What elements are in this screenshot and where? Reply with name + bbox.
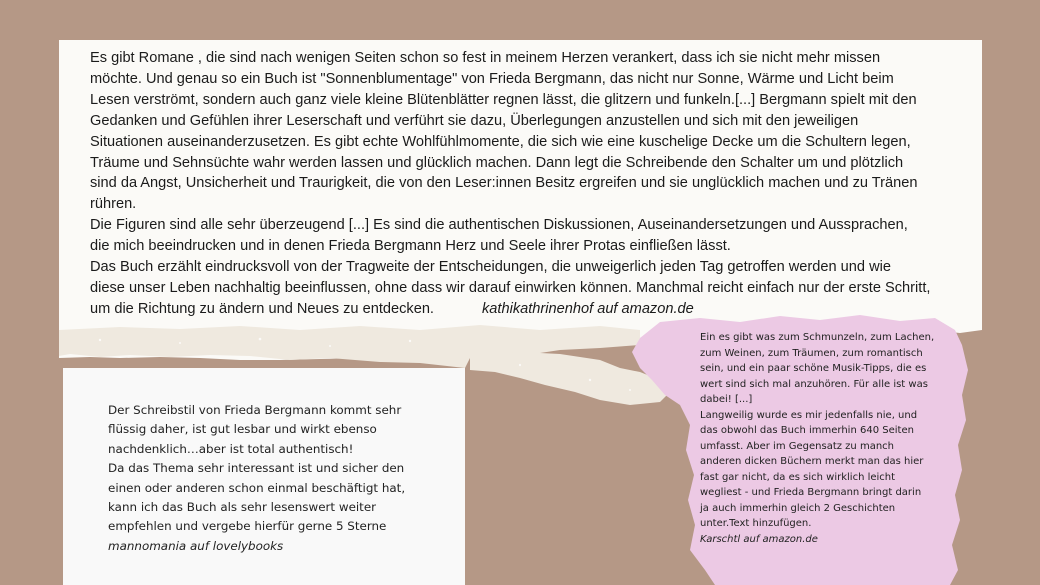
left-review-line: flüssig daher, ist gut lesbar und wirkt ebenso: [108, 422, 377, 437]
main-review-line: Die Figuren sind alle sehr überzeugend [...] Es sind die authentischen Diskussionen, Auseinandersetzungen und Aussprachen,: [90, 217, 908, 234]
main-review-line: die mich beeindrucken und in denen Frieda Bergmann Herz und Seele ihrer Protas einfließen lässt.: [90, 238, 731, 255]
right-review-line: dabei! [...]: [700, 394, 753, 405]
main-review-line: möchte. Und genau so ein Buch ist "Sonnenblumentage" von Frieda Bergmann, das nicht nur Sonne, Wärme und Licht beim: [90, 70, 894, 87]
main-review-source: kathikathrinenhof auf amazon.de: [482, 300, 694, 317]
right-review-source: Karschtl auf amazon.de: [700, 533, 818, 545]
right-review-line: Langweilig wurde es mir jedenfalls nie, und: [700, 409, 918, 421]
main-review: [59, 40, 982, 330]
main-review-line: Situationen auseinanderzusetzen. Es gibt echte Wohlfühlmomente, die sich wie eine kuschelige Decke um die Schultern legen,: [90, 133, 911, 150]
left-review-card: [63, 368, 465, 585]
main-review-line: Gedanken und Gefühlen ihrer Leserschaft und verführt sie dazu, Überlegungen anzustellen und sich mit den jeweiligen: [90, 112, 859, 129]
right-review-line: umfasst. Aber im Gegensatz zu manch: [700, 440, 894, 452]
right-review-line: Ein es gibt was zum Schmunzeln, zum Lachen,: [700, 332, 935, 343]
main-review-line: sind da Angst, Unsicherheit und Traurigkeit, die von den Leser:innen Besitz ergreifen und sie unglücklich machen und zu Tränen: [90, 175, 918, 192]
main-review-line: Das Buch erzählt eindrucksvoll von der Tragweite der Entscheidungen, die unweigerlich jeden Tag getroffen werden und wie: [90, 259, 891, 276]
main-review-last-line: [90, 299, 962, 320]
left-review-line: einen oder anderen schon einmal beschäftigt hat,: [108, 480, 406, 495]
right-review-line: unter.Text hinzufügen.: [700, 518, 812, 529]
left-review: [108, 401, 428, 556]
right-review-line: anderen dicken Büchern merkt man das hier: [700, 456, 924, 467]
right-review-line: das obwohl das Buch immerhin 640 Seiten: [700, 425, 914, 436]
right-review: [700, 330, 950, 547]
right-review-line: sein, und ein paar schöne Musik-Tipps, die es: [700, 363, 927, 374]
right-review-line: zum Weinen, zum Träumen, zum romantisch: [700, 347, 923, 359]
main-review-line: Lesen verströmt, sondern auch ganz viele kleine Blütenblätter regnen lässt, die glitzern und funkeln.[...] Bergmann spielt mit den: [90, 91, 917, 108]
left-review-line: empfehlen und vergebe hierfür gerne 5 Sterne: [108, 519, 387, 534]
left-review-line: kann ich das Buch als sehr lesenswert weiter: [108, 500, 377, 515]
main-review-line: Es gibt Romane , die sind nach wenigen Seiten schon so fest in meinem Herzen verankert, dass ich sie nicht mehr missen: [90, 50, 881, 66]
left-review-line: Da das Thema sehr interessant ist und sicher den: [108, 461, 405, 476]
main-review-line: Träume und Sehnsüchte wahr werden lassen und glücklich machen. Dann legt die Schreibende den Schalter um und plötzlich: [90, 154, 904, 171]
right-review-line: fast gar nicht, da es sich wirklich leicht: [700, 471, 896, 483]
left-review-line: nachdenklich…aber ist total authentisch!: [108, 441, 354, 456]
left-review-source: mannomania auf lovelybooks: [108, 538, 284, 553]
right-review-line: wert sind sich mal anzuhören. Für alle ist was: [700, 378, 928, 390]
right-review-line: wegliest - und Frieda Bergmann bringt darin: [700, 487, 922, 498]
right-review-line: ja auch immerhin gleich 2 Geschichten: [700, 502, 896, 514]
left-review-line: Der Schreibstil von Frieda Bergmann kommt sehr: [108, 403, 402, 417]
main-review-line: um die Richtung zu ändern und Neues zu entdecken.: [90, 300, 434, 317]
main-review-line: diese unser Leben nachhaltig beeinflussen, ohne dass wir darauf einwirken können. Manchmal reicht einfach nur der erste Schritt,: [90, 279, 931, 296]
main-review-line: rühren.: [90, 196, 137, 213]
